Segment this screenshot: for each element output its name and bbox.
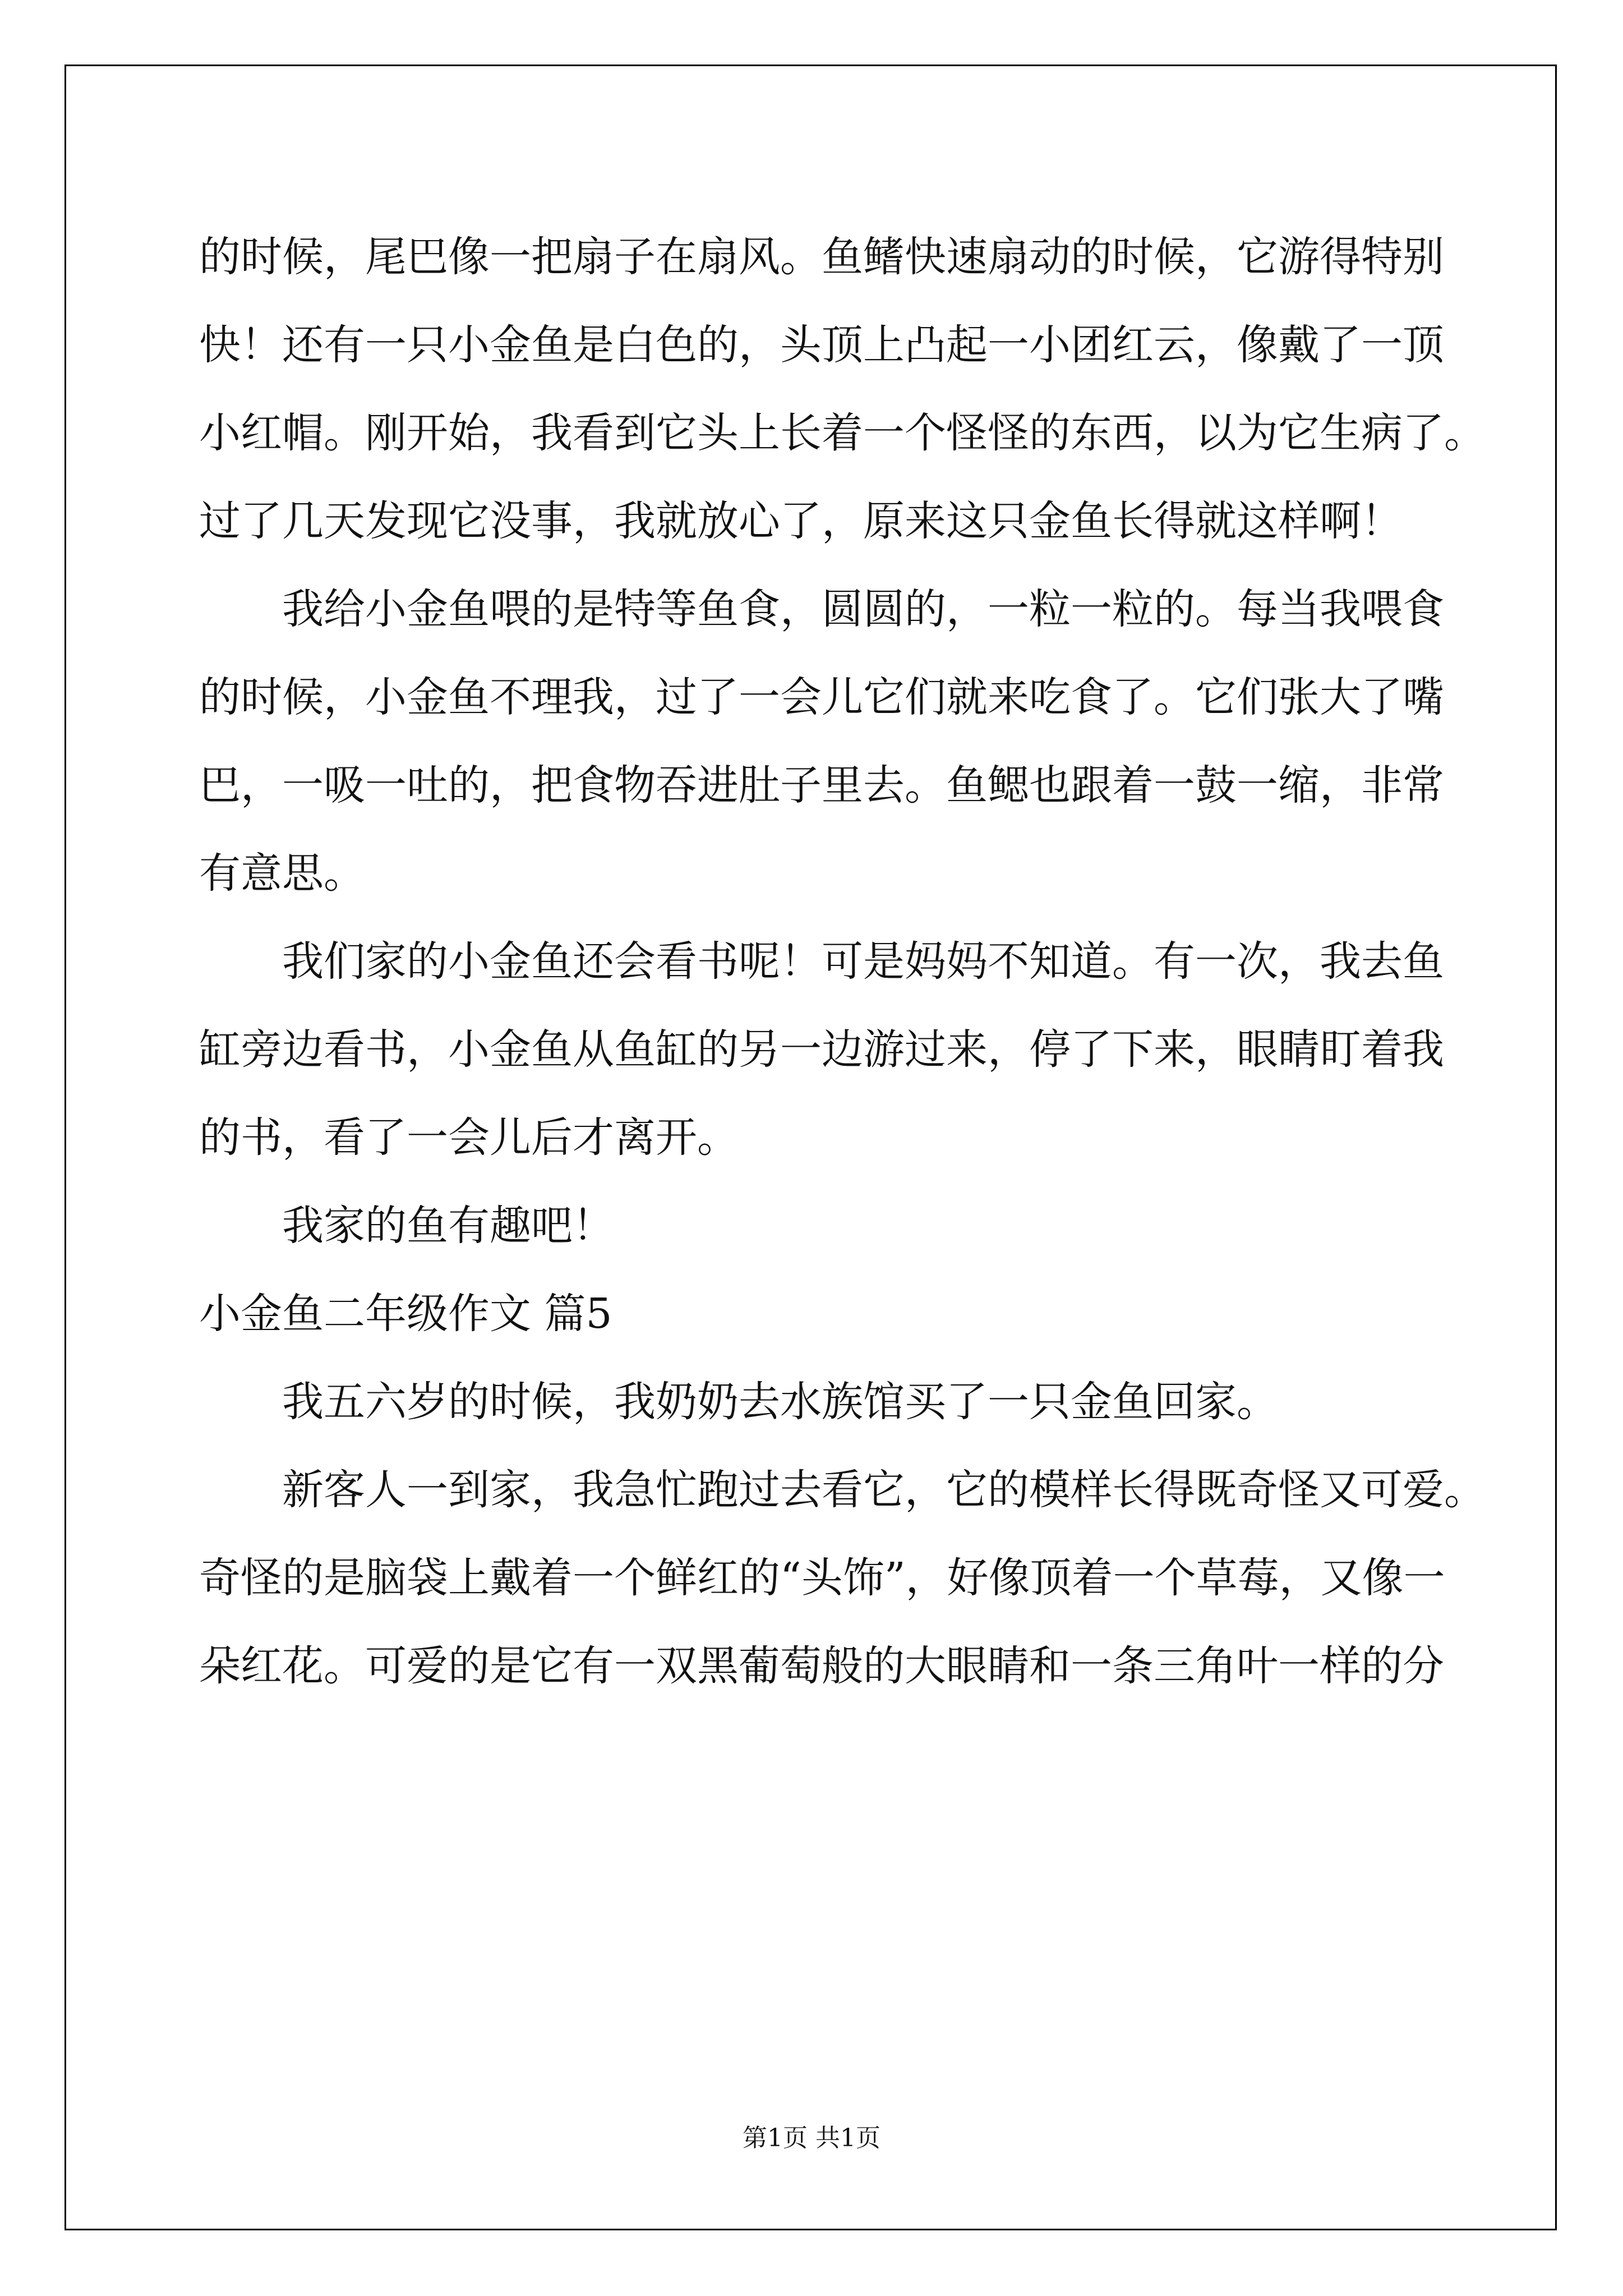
text-line: 的时候，尾巴像一把扇子在扇风。鱼鳍快速扇动的时候，它游得特别 [199,233,1444,281]
text-line: 快！还有一只小金鱼是白色的，头顶上凸起一小团红云，像戴了一顶 [199,321,1444,369]
text-line: 过了几天发现它没事，我就放心了，原来这只金鱼长得就这样啊！ [199,497,1403,545]
text-line: 我五六岁的时候，我奶奶去水族馆买了一只金鱼回家。 [282,1378,1278,1426]
text-line: 我们家的小金鱼还会看书呢！可是妈妈不知道。有一次，我去鱼 [282,937,1444,986]
section-heading: 小金鱼二年级作文 篇5 [199,1290,612,1338]
text-line: 巴，一吸一吐的，把食物吞进肚子里去。鱼鳃也跟着一鼓一缩，非常 [199,761,1444,809]
text-line: 我家的鱼有趣吧！ [282,1202,614,1250]
text-line: 小红帽。刚开始，我看到它头上长着一个怪怪的东西，以为它生病了。 [199,409,1486,457]
text-line: 我给小金鱼喂的是特等鱼食，圆圆的，一粒一粒的。每当我喂食 [282,585,1444,633]
text-line: 的书，看了一会儿后才离开。 [199,1114,739,1162]
page-number-footer: 第1页 共1页 [743,2124,880,2152]
text-line: 新客人一到家，我急忙跑过去看它，它的模样长得既奇怪又可爱。 [282,1466,1486,1514]
text-line: 朵红花。可爱的是它有一双黑葡萄般的大眼睛和一条三角叶一样的分 [199,1642,1444,1690]
text-line: 奇怪的是脑袋上戴着一个鲜红的“头饰”，好像顶着一个草莓，又像一 [199,1554,1445,1602]
text-line: 有意思。 [199,849,365,898]
document-body [199,213,1486,1710]
text-line: 缸旁边看书，小金鱼从鱼缸的另一边游过来，停了下来，眼睛盯着我 [199,1025,1444,1074]
text-line: 的时候，小金鱼不理我，过了一会儿它们就来吃食了。它们张大了嘴 [199,673,1444,721]
